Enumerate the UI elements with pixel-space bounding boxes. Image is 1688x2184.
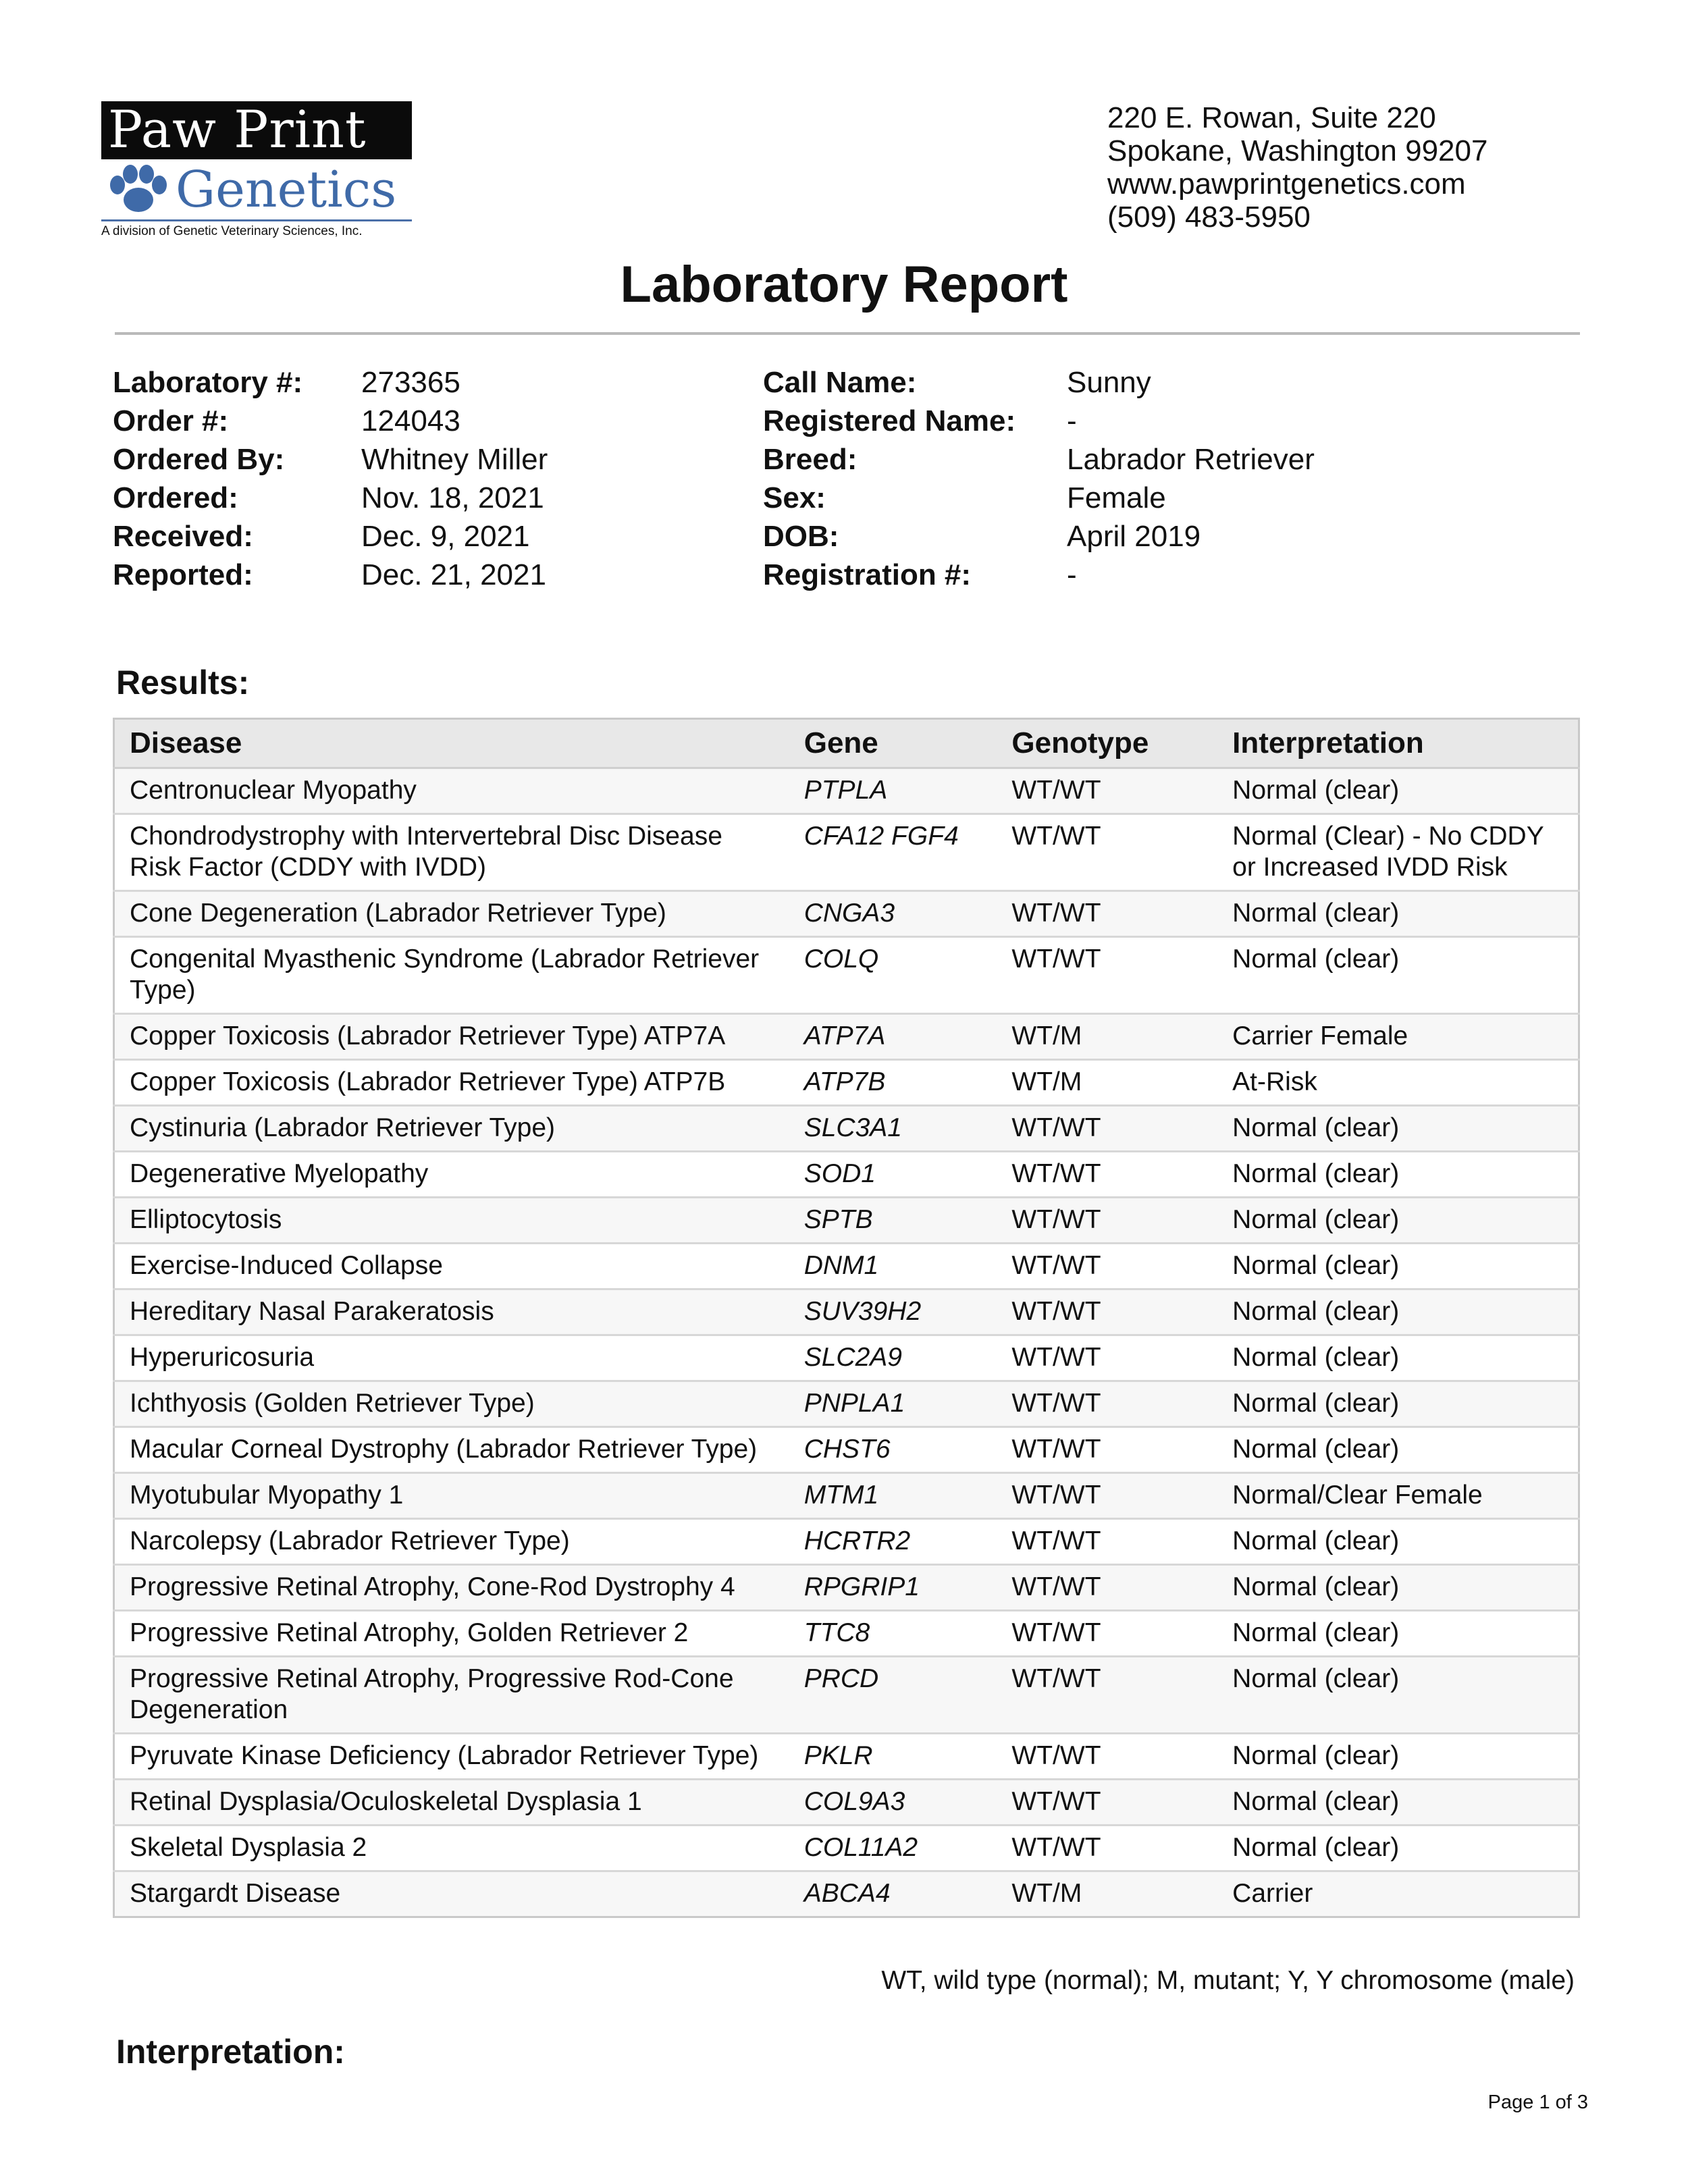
cell-gene: COL11A2 — [789, 1826, 997, 1871]
table-row — [114, 1381, 1579, 1427]
cell-gene: COLQ — [789, 937, 997, 1014]
cell-disease: Exercise-Induced Collapse — [114, 1244, 789, 1289]
info-row-call-name — [763, 363, 1315, 402]
cell-genotype: WT/WT — [997, 1734, 1217, 1780]
cell-interpretation: Normal (clear) — [1217, 1780, 1579, 1826]
cell-interpretation: Normal (clear) — [1217, 1611, 1579, 1657]
cell-genotype: WT/WT — [997, 937, 1217, 1014]
table-row — [114, 937, 1579, 1014]
company-address — [1107, 101, 1487, 234]
cell-genotype: WT/WT — [997, 1244, 1217, 1289]
info-value: Dec. 9, 2021 — [361, 520, 530, 553]
address-city: Spokane, Washington 99207 — [1107, 134, 1488, 167]
table-row — [114, 1244, 1579, 1289]
cell-disease: Retinal Dysplasia/Oculoskeletal Dysplasia 1 — [114, 1780, 789, 1826]
cell-genotype: WT/M — [997, 1014, 1217, 1060]
cell-gene: SOD1 — [789, 1152, 997, 1198]
info-row-laboratory-number — [113, 363, 548, 402]
table-row — [114, 1611, 1579, 1657]
info-row-ordered-by — [113, 440, 548, 479]
cell-genotype: WT/WT — [997, 1381, 1217, 1427]
info-label: Laboratory #: — [113, 366, 303, 399]
cell-genotype: WT/WT — [997, 1611, 1217, 1657]
cell-interpretation: Normal (clear) — [1217, 1826, 1579, 1871]
cell-disease: Progressive Retinal Atrophy, Golden Retriever 2 — [114, 1611, 789, 1657]
logo-wordmark-row — [101, 159, 412, 221]
cell-disease: Progressive Retinal Atrophy, Progressive Rod-Cone Degeneration — [114, 1657, 789, 1734]
info-value: 273365 — [361, 366, 460, 399]
cell-disease: Copper Toxicosis (Labrador Retriever Type) ATP7A — [114, 1014, 789, 1060]
info-label: Order #: — [113, 404, 229, 437]
table-row — [114, 1198, 1579, 1244]
cell-gene: SLC3A1 — [789, 1106, 997, 1152]
info-label: Ordered: — [113, 481, 238, 514]
cell-disease: Hyperuricosuria — [114, 1335, 789, 1381]
info-value: Dec. 21, 2021 — [361, 558, 546, 591]
results-table — [113, 718, 1580, 1918]
cell-gene: COL9A3 — [789, 1780, 997, 1826]
info-value: April 2019 — [1067, 520, 1201, 553]
cell-interpretation: Normal (clear) — [1217, 1106, 1579, 1152]
cell-disease: Degenerative Myelopathy — [114, 1152, 789, 1198]
cell-disease: Congenital Myasthenic Syndrome (Labrador Retriever Type) — [114, 937, 789, 1014]
info-value: - — [1067, 404, 1077, 437]
cell-disease: Macular Corneal Dystrophy (Labrador Retriever Type) — [114, 1427, 789, 1473]
address-website: www.pawprintgenetics.com — [1107, 167, 1466, 201]
cell-gene: SPTB — [789, 1198, 997, 1244]
cell-interpretation: Normal (clear) — [1217, 1198, 1579, 1244]
table-row — [114, 1473, 1579, 1519]
info-row-reported — [113, 556, 548, 594]
cell-gene: MTM1 — [789, 1473, 997, 1519]
cell-interpretation: Normal (Clear) - No CDDY or Increased IVDD Risk — [1217, 814, 1579, 891]
interpretation-heading: Interpretation: — [116, 2033, 345, 2071]
info-value: Nov. 18, 2021 — [361, 481, 544, 514]
table-row — [114, 814, 1579, 891]
cell-disease: Stargardt Disease — [114, 1871, 789, 1917]
cell-interpretation: Normal (clear) — [1217, 1657, 1579, 1734]
cell-disease: Centronuclear Myopathy — [114, 768, 789, 814]
cell-genotype: WT/WT — [997, 1427, 1217, 1473]
cell-interpretation: Normal (clear) — [1217, 1289, 1579, 1335]
cell-genotype: WT/WT — [997, 1657, 1217, 1734]
cell-interpretation: Normal (clear) — [1217, 1381, 1579, 1427]
cell-gene: ATP7B — [789, 1060, 997, 1106]
table-row — [114, 1734, 1579, 1780]
cell-interpretation: Normal (clear) — [1217, 1734, 1579, 1780]
cell-genotype: WT/WT — [997, 1519, 1217, 1565]
cell-genotype: WT/WT — [997, 891, 1217, 937]
genotype-legend: WT, wild type (normal); M, mutant; Y, Y chromosome (male) — [881, 1966, 1575, 1995]
cell-interpretation: Normal (clear) — [1217, 1427, 1579, 1473]
table-row — [114, 1826, 1579, 1871]
info-row-order-number — [113, 402, 548, 440]
cell-disease: Cystinuria (Labrador Retriever Type) — [114, 1106, 789, 1152]
table-row — [114, 1657, 1579, 1734]
info-label: Reported: — [113, 558, 253, 591]
order-info — [113, 363, 548, 594]
cell-gene: CNGA3 — [789, 891, 997, 937]
cell-gene: ATP7A — [789, 1014, 997, 1060]
cell-disease: Cone Degeneration (Labrador Retriever Type) — [114, 891, 789, 937]
cell-disease: Hereditary Nasal Parakeratosis — [114, 1289, 789, 1335]
logo-tagline: A division of Genetic Veterinary Sciences, Inc. — [101, 224, 363, 238]
cell-disease: Progressive Retinal Atrophy, Cone-Rod Dystrophy 4 — [114, 1565, 789, 1611]
info-label: Breed: — [763, 443, 858, 476]
table-row — [114, 1106, 1579, 1152]
cell-genotype: WT/WT — [997, 1289, 1217, 1335]
title-divider — [115, 332, 1580, 335]
cell-disease: Copper Toxicosis (Labrador Retriever Type) ATP7B — [114, 1060, 789, 1106]
cell-gene: DNM1 — [789, 1244, 997, 1289]
info-value: 124043 — [361, 404, 460, 437]
table-row — [114, 1565, 1579, 1611]
cell-genotype: WT/WT — [997, 1106, 1217, 1152]
cell-gene: PTPLA — [789, 768, 997, 814]
results-heading: Results: — [116, 664, 250, 701]
cell-interpretation: Normal (clear) — [1217, 1335, 1579, 1381]
cell-genotype: WT/WT — [997, 1152, 1217, 1198]
info-row-ordered — [113, 479, 548, 517]
info-label: Ordered By: — [113, 443, 285, 476]
cell-disease: Chondrodystrophy with Intervertebral Disc Disease Risk Factor (CDDY with IVDD) — [114, 814, 789, 891]
page-title: Laboratory Report — [620, 256, 1068, 313]
cell-gene: CHST6 — [789, 1427, 997, 1473]
cell-genotype: WT/M — [997, 1060, 1217, 1106]
dog-info — [763, 363, 1315, 594]
cell-interpretation: Carrier Female — [1217, 1014, 1579, 1060]
cell-genotype: WT/WT — [997, 1198, 1217, 1244]
cell-interpretation: Normal (clear) — [1217, 1565, 1579, 1611]
info-label: Call Name: — [763, 366, 917, 399]
results-header-row — [114, 719, 1579, 768]
cell-gene: TTC8 — [789, 1611, 997, 1657]
cell-gene: SLC2A9 — [789, 1335, 997, 1381]
table-row — [114, 1289, 1579, 1335]
info-row-registered-name — [763, 402, 1315, 440]
table-row — [114, 1014, 1579, 1060]
cell-genotype: WT/WT — [997, 1335, 1217, 1381]
cell-genotype: WT/WT — [997, 814, 1217, 891]
cell-interpretation: Normal (clear) — [1217, 937, 1579, 1014]
info-label: DOB: — [763, 520, 839, 553]
info-row-dob — [763, 517, 1315, 556]
cell-genotype: WT/WT — [997, 768, 1217, 814]
cell-disease: Pyruvate Kinase Deficiency (Labrador Retriever Type) — [114, 1734, 789, 1780]
table-row — [114, 1780, 1579, 1826]
paw-print-icon — [101, 161, 176, 219]
table-row — [114, 1427, 1579, 1473]
table-row — [114, 1335, 1579, 1381]
cell-interpretation: Normal/Clear Female — [1217, 1473, 1579, 1519]
info-label: Registration #: — [763, 558, 972, 591]
info-label: Received: — [113, 520, 253, 553]
info-label: Sex: — [763, 481, 826, 514]
page-number: Page 1 of 3 — [1487, 2092, 1588, 2113]
cell-disease: Elliptocytosis — [114, 1198, 789, 1244]
table-row — [114, 891, 1579, 937]
cell-gene: PNPLA1 — [789, 1381, 997, 1427]
column-header-genotype: Genotype — [997, 719, 1217, 768]
cell-gene: CFA12 FGF4 — [789, 814, 997, 891]
info-row-sex — [763, 479, 1315, 517]
address-street: 220 E. Rowan, Suite 220 — [1107, 101, 1436, 134]
cell-interpretation: Normal (clear) — [1217, 1152, 1579, 1198]
info-value: Sunny — [1067, 366, 1151, 399]
table-row — [114, 1060, 1579, 1106]
table-row — [114, 768, 1579, 814]
cell-interpretation: Normal (clear) — [1217, 891, 1579, 937]
info-row-received — [113, 517, 548, 556]
info-row-breed — [763, 440, 1315, 479]
table-row — [114, 1152, 1579, 1198]
table-row — [114, 1871, 1579, 1917]
cell-gene: PKLR — [789, 1734, 997, 1780]
cell-gene: RPGRIP1 — [789, 1565, 997, 1611]
column-header-gene: Gene — [789, 719, 997, 768]
company-logo — [101, 101, 412, 239]
info-label: Registered Name: — [763, 404, 1016, 437]
info-value: Labrador Retriever — [1067, 443, 1315, 476]
column-header-disease: Disease — [114, 719, 789, 768]
logo-wordmark-top: Paw Print — [101, 101, 412, 159]
cell-genotype: WT/WT — [997, 1780, 1217, 1826]
address-phone: (509) 483-5950 — [1107, 201, 1311, 234]
cell-disease: Skeletal Dysplasia 2 — [114, 1826, 789, 1871]
cell-gene: ABCA4 — [789, 1871, 997, 1917]
cell-interpretation: Normal (clear) — [1217, 1519, 1579, 1565]
cell-disease: Ichthyosis (Golden Retriever Type) — [114, 1381, 789, 1427]
cell-gene: PRCD — [789, 1657, 997, 1734]
info-row-registration-number — [763, 556, 1315, 594]
info-value: Whitney Miller — [361, 443, 548, 476]
column-header-interpretation: Interpretation — [1217, 719, 1579, 768]
cell-disease: Narcolepsy (Labrador Retriever Type) — [114, 1519, 789, 1565]
info-value: - — [1067, 558, 1077, 591]
table-row — [114, 1519, 1579, 1565]
cell-gene: SUV39H2 — [789, 1289, 997, 1335]
logo-wordmark-bottom: Genetics — [176, 160, 397, 219]
cell-gene: HCRTR2 — [789, 1519, 997, 1565]
cell-genotype: WT/WT — [997, 1565, 1217, 1611]
cell-genotype: WT/WT — [997, 1473, 1217, 1519]
cell-genotype: WT/M — [997, 1871, 1217, 1917]
cell-genotype: WT/WT — [997, 1826, 1217, 1871]
cell-disease: Myotubular Myopathy 1 — [114, 1473, 789, 1519]
cell-interpretation: At-Risk — [1217, 1060, 1579, 1106]
cell-interpretation: Normal (clear) — [1217, 768, 1579, 814]
cell-interpretation: Carrier — [1217, 1871, 1579, 1917]
cell-interpretation: Normal (clear) — [1217, 1244, 1579, 1289]
info-value: Female — [1067, 481, 1166, 514]
